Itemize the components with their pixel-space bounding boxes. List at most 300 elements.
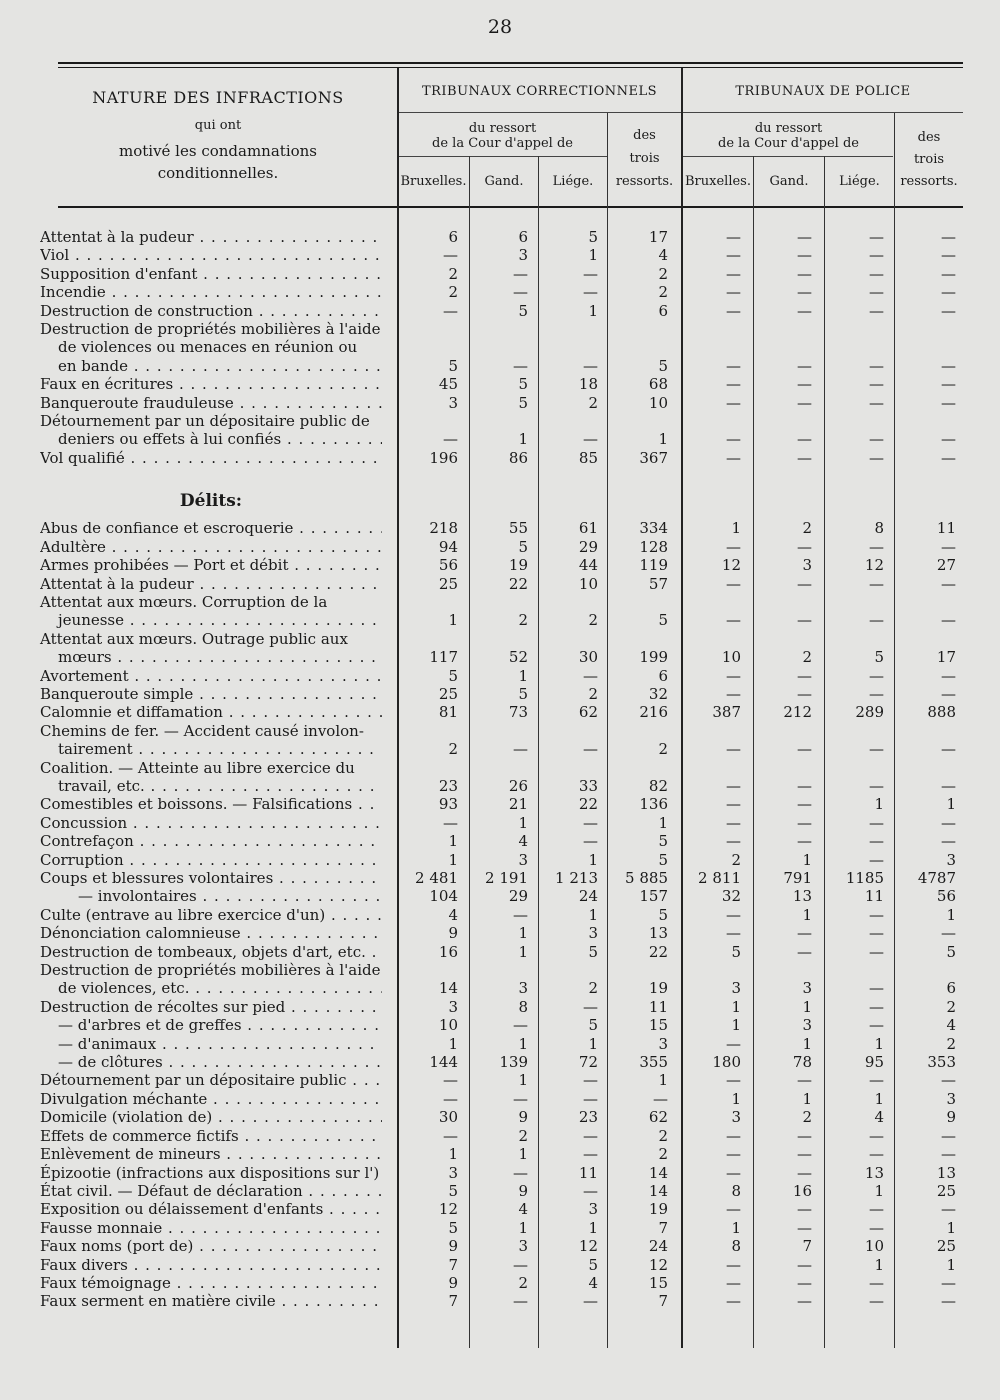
cell-value: 68 xyxy=(648,375,668,394)
cell-value: 9 xyxy=(448,924,458,943)
col-header-ressorts: ressorts. xyxy=(615,174,674,189)
label-line: Attentat aux mœurs. Outrage public aux xyxy=(40,629,348,648)
cell-value: 289 xyxy=(855,703,884,722)
correctionnels-header: TRIBUNAUX CORRECTIONNELS xyxy=(421,84,658,99)
cell-value: 19 xyxy=(648,979,668,998)
cell-value: — xyxy=(797,1218,812,1237)
infraction-label xyxy=(40,924,382,942)
label-line: Vol qualifié . . . xyxy=(40,449,382,467)
cell-value: 4 xyxy=(874,1108,884,1127)
cell-value: 3 xyxy=(588,1200,598,1219)
cell-value: 16 xyxy=(792,1181,812,1200)
cell-value: — xyxy=(726,1255,741,1274)
table-row xyxy=(40,1035,970,1053)
cell-value: 15 xyxy=(648,1016,668,1035)
cell-value: — xyxy=(797,246,812,265)
cell-value: — xyxy=(726,611,741,630)
label-line: Faux en écritures . . . xyxy=(40,375,382,393)
cell-value: 4 xyxy=(518,1200,528,1219)
label-line: de violences ou menaces en réunion ou xyxy=(58,338,358,357)
cell-value: 32 xyxy=(648,684,668,703)
cell-value: 2 xyxy=(658,283,668,302)
cell-value: — xyxy=(797,1163,812,1182)
label-line: Attentat aux mœurs. Corruption de la xyxy=(40,592,328,611)
col-header-liege: Liége. xyxy=(552,174,594,189)
cell-value: 23 xyxy=(578,1108,598,1127)
cell-value: 3 xyxy=(518,979,528,998)
cell-value: 10 xyxy=(721,648,741,667)
cell-value: 5 xyxy=(946,942,956,961)
label-line: État civil. — Défaut de déclaration . . . xyxy=(40,1182,382,1200)
cell-value: — xyxy=(797,430,812,449)
cell-value: 8 xyxy=(518,997,528,1016)
col-header-gand: Gand. xyxy=(769,174,809,189)
cell-value: 7 xyxy=(448,1292,458,1311)
table-row xyxy=(40,869,970,887)
cell-value: — xyxy=(653,1089,668,1108)
label-line: — involontaires . . . xyxy=(40,887,382,905)
cell-value: — xyxy=(583,1126,598,1145)
table-row xyxy=(40,943,970,961)
cell-value: 1 xyxy=(946,795,956,814)
cell-value: 2 xyxy=(448,740,458,759)
cell-value: 4787 xyxy=(917,869,956,887)
cell-value: 2 xyxy=(448,283,458,302)
table-row xyxy=(40,228,970,246)
table-row xyxy=(40,1292,970,1310)
cell-value: 136 xyxy=(639,795,668,814)
cell-value: 3 xyxy=(802,979,812,998)
table-row xyxy=(40,1237,970,1255)
cell-value: 8 xyxy=(874,519,884,538)
cell-value: — xyxy=(941,1126,956,1145)
label-line: travail, etc. . . . xyxy=(40,777,382,795)
cell-value: 3 xyxy=(731,1108,741,1127)
infraction-label xyxy=(40,538,382,556)
top-rule-thin xyxy=(58,67,963,68)
cell-value: — xyxy=(726,1163,741,1182)
cell-value: — xyxy=(797,375,812,394)
infraction-label xyxy=(40,1090,382,1108)
cell-value: 1 xyxy=(518,1145,528,1164)
cell-value: 1 xyxy=(658,813,668,832)
cell-value: 1 xyxy=(448,611,458,630)
cell-value: 1 xyxy=(874,795,884,814)
cell-value: — xyxy=(941,228,956,246)
table-row xyxy=(40,685,970,703)
cell-value: 5 xyxy=(518,301,528,320)
cell-value: — xyxy=(583,264,598,283)
cell-value: 9 xyxy=(518,1108,528,1127)
table-row xyxy=(40,302,970,320)
table-row xyxy=(40,412,970,449)
label-line: Faux serment en matière civile . . . xyxy=(40,1292,382,1310)
cell-value: 7 xyxy=(448,1255,458,1274)
infraction-label xyxy=(40,998,382,1016)
cell-value: 1 xyxy=(588,246,598,265)
cell-value: — xyxy=(869,832,884,851)
label-line: Coalition. — Atteinte au libre exercice du xyxy=(40,758,355,777)
label-line: Enlèvement de mineurs . . . xyxy=(40,1145,382,1163)
cell-value: 3 xyxy=(946,850,956,869)
table-row xyxy=(40,1274,970,1292)
cell-value: 4 xyxy=(588,1273,598,1292)
cell-value: 1 xyxy=(518,430,528,449)
infraction-label xyxy=(40,1292,382,1310)
cell-value: 2 xyxy=(658,264,668,283)
cell-value: 23 xyxy=(438,776,458,795)
table-row xyxy=(40,887,970,905)
infraction-label xyxy=(40,685,382,703)
cell-value: 1 xyxy=(731,1089,741,1108)
cell-value: 33 xyxy=(578,776,598,795)
infraction-label xyxy=(40,1035,382,1053)
cell-value: 3 xyxy=(802,556,812,575)
cell-value: — xyxy=(443,1071,458,1090)
cell-value: 5 xyxy=(731,942,741,961)
label-line: Épizootie (infractions aux dispositions sur l') . . . xyxy=(40,1164,382,1182)
label-line: Fausse monnaie . . . xyxy=(40,1219,382,1237)
infraction-label xyxy=(40,228,382,246)
cell-value: — xyxy=(583,356,598,375)
cell-value: — xyxy=(583,1292,598,1311)
cell-value: 353 xyxy=(927,1053,956,1072)
cell-value: 199 xyxy=(639,648,668,667)
cell-value: — xyxy=(941,924,956,943)
label-line: Effets de commerce fictifs . . . xyxy=(40,1127,382,1145)
infraction-label xyxy=(40,593,382,630)
cell-value: 2 xyxy=(731,850,741,869)
cell-value: — xyxy=(941,1145,956,1164)
cell-value: 2 xyxy=(658,1145,668,1164)
cell-value: — xyxy=(869,448,884,467)
cell-value: 3 xyxy=(448,393,458,412)
cell-value: — xyxy=(583,1089,598,1108)
cell-value: — xyxy=(443,1089,458,1108)
cell-value: 17 xyxy=(648,228,668,246)
cell-value: 216 xyxy=(639,703,668,722)
infraction-label xyxy=(40,832,382,850)
cell-value: 6 xyxy=(658,666,668,685)
label-line: Contrefaçon . . . xyxy=(40,832,382,850)
cell-value: — xyxy=(513,740,528,759)
cell-value: — xyxy=(797,1292,812,1311)
infraction-label xyxy=(40,1200,382,1218)
cell-value: — xyxy=(941,1292,956,1311)
table-body xyxy=(40,228,970,1311)
cell-value: — xyxy=(443,430,458,449)
cell-value: — xyxy=(726,905,741,924)
cell-value: — xyxy=(726,1292,741,1311)
cell-value: — xyxy=(941,283,956,302)
cell-value: — xyxy=(941,611,956,630)
cell-value: — xyxy=(726,283,741,302)
table-row xyxy=(40,1219,970,1237)
cell-value: — xyxy=(869,740,884,759)
ressort-label: du ressort xyxy=(468,121,537,136)
cell-value: 2 xyxy=(518,1273,528,1292)
infraction-label xyxy=(40,1016,382,1034)
nature-sub3: conditionnelles. xyxy=(157,164,279,182)
infraction-label xyxy=(40,449,382,467)
label-line: jeunesse . . . xyxy=(40,611,382,629)
cell-value: 6 xyxy=(448,228,458,246)
cell-value: 1185 xyxy=(845,869,884,887)
label-line: Viol . . . xyxy=(40,246,382,264)
cell-value: — xyxy=(869,611,884,630)
cell-value: — xyxy=(869,1273,884,1292)
cell-value: 5 xyxy=(518,684,528,703)
cell-value: — xyxy=(797,611,812,630)
page-number: 28 xyxy=(487,16,513,38)
cell-value: 5 xyxy=(518,393,528,412)
cell-value: — xyxy=(726,301,741,320)
cell-value: 6 xyxy=(658,301,668,320)
infraction-label xyxy=(40,412,382,449)
cell-value: — xyxy=(941,356,956,375)
label-line: de violences, etc. . . . xyxy=(40,979,382,997)
cell-value: 10 xyxy=(648,393,668,412)
cell-value: — xyxy=(869,574,884,593)
cell-value: — xyxy=(726,448,741,467)
label-line: Attentat à la pudeur . . . xyxy=(40,228,382,246)
cell-value: 15 xyxy=(648,1273,668,1292)
cell-value: — xyxy=(869,1200,884,1219)
cell-value: 30 xyxy=(578,648,598,667)
cell-value: — xyxy=(726,375,741,394)
infraction-label xyxy=(40,906,382,924)
cell-value: — xyxy=(797,1273,812,1292)
cell-value: — xyxy=(513,1255,528,1274)
cell-value: 2 xyxy=(588,393,598,412)
cell-value: 24 xyxy=(578,887,598,906)
cell-value: — xyxy=(726,684,741,703)
cell-value: — xyxy=(797,264,812,283)
table-row xyxy=(40,556,970,574)
cell-value: — xyxy=(726,776,741,795)
cell-value: 1 xyxy=(588,905,598,924)
cell-value: 1 xyxy=(588,1218,598,1237)
cell-value: 2 811 xyxy=(698,869,741,887)
table-row xyxy=(40,1145,970,1163)
cell-value: 139 xyxy=(499,1053,528,1072)
table-row xyxy=(40,722,970,759)
table-row xyxy=(40,1016,970,1034)
infraction-label xyxy=(40,265,382,283)
cell-value: — xyxy=(797,1255,812,1274)
cell-value: 8 xyxy=(731,1237,741,1256)
des-label: des xyxy=(633,128,656,143)
cell-value: — xyxy=(797,448,812,467)
cell-value: — xyxy=(726,1034,741,1053)
cell-value: — xyxy=(869,228,884,246)
cell-value: — xyxy=(869,537,884,556)
cell-value: — xyxy=(869,979,884,998)
cell-value: — xyxy=(797,1126,812,1145)
cell-value: 104 xyxy=(429,887,458,906)
cell-value: 12 xyxy=(578,1237,598,1256)
label-line: Chemins de fer. — Accident causé involon- xyxy=(40,721,364,740)
cell-value: — xyxy=(941,1273,956,1292)
cell-value: 3 xyxy=(946,1089,956,1108)
top-rule xyxy=(58,62,963,64)
label-line: Incendie . . . xyxy=(40,283,382,301)
label-line: Faux divers . . . xyxy=(40,1256,382,1274)
table-row xyxy=(40,375,970,393)
cell-value: 1 xyxy=(731,519,741,538)
cell-value: 11 xyxy=(936,519,956,538)
cell-value: — xyxy=(797,942,812,961)
cell-value: 2 xyxy=(448,264,458,283)
cell-value: — xyxy=(583,1071,598,1090)
cell-value: 128 xyxy=(639,537,668,556)
label-line: — d'arbres et de greffes . . . xyxy=(40,1016,382,1034)
cell-value: — xyxy=(797,832,812,851)
cell-value: 25 xyxy=(438,684,458,703)
cell-value: — xyxy=(583,813,598,832)
header-subrule-court1 xyxy=(398,156,608,157)
table-row xyxy=(40,593,970,630)
cell-value: 2 xyxy=(802,648,812,667)
cell-value: — xyxy=(443,813,458,832)
cell-value: — xyxy=(726,795,741,814)
infraction-label xyxy=(40,556,382,574)
cell-value: — xyxy=(797,684,812,703)
cell-value: 5 885 xyxy=(625,869,668,887)
table-row xyxy=(40,1256,970,1274)
label-line: Abus de confiance et escroquerie . . . xyxy=(40,519,382,537)
cell-value: 1 xyxy=(802,905,812,924)
cell-value: — xyxy=(583,1145,598,1164)
cell-value: 13 xyxy=(648,924,668,943)
cell-value: — xyxy=(583,740,598,759)
infraction-label xyxy=(40,851,382,869)
cell-value: 3 xyxy=(658,1034,668,1053)
table-row xyxy=(40,1127,970,1145)
infraction-label xyxy=(40,1053,382,1071)
table-row xyxy=(40,1090,970,1108)
cell-value: 93 xyxy=(438,795,458,814)
cell-value: 56 xyxy=(936,887,956,906)
cell-value: 1 xyxy=(946,1255,956,1274)
cell-value: 55 xyxy=(508,519,528,538)
cell-value: — xyxy=(726,246,741,265)
cell-value: 45 xyxy=(438,375,458,394)
cell-value: — xyxy=(797,574,812,593)
cell-value: 7 xyxy=(658,1218,668,1237)
cell-value: 1 xyxy=(518,942,528,961)
label-line: Destruction de tombeaux, objets d'art, etc. . . . xyxy=(40,943,382,961)
infraction-label xyxy=(40,869,382,887)
table-row xyxy=(40,795,970,813)
cell-value: — xyxy=(513,905,528,924)
infraction-label xyxy=(40,1256,382,1274)
table-row xyxy=(40,667,970,685)
label-line: Coups et blessures volontaires . . . xyxy=(40,869,382,887)
infraction-label xyxy=(40,1145,382,1163)
cell-value: 85 xyxy=(578,448,598,467)
cell-value: 212 xyxy=(783,703,812,722)
table-row xyxy=(40,851,970,869)
nature-title: NATURE DES INFRACTIONS xyxy=(92,88,344,107)
cell-value: 18 xyxy=(578,375,598,394)
cell-value: — xyxy=(797,740,812,759)
cell-value: 2 191 xyxy=(485,869,528,887)
cell-value: — xyxy=(869,301,884,320)
cell-value: — xyxy=(869,905,884,924)
table-row xyxy=(40,1164,970,1182)
cell-value: — xyxy=(941,246,956,265)
cell-value: 94 xyxy=(438,537,458,556)
cell-value: — xyxy=(869,924,884,943)
cell-value: — xyxy=(869,813,884,832)
cell-value: — xyxy=(513,356,528,375)
cell-value: 9 xyxy=(448,1273,458,1292)
cell-value: 334 xyxy=(639,519,668,538)
infraction-label xyxy=(40,575,382,593)
cell-value: 12 xyxy=(438,1200,458,1219)
cell-value: — xyxy=(869,666,884,685)
cell-value: 86 xyxy=(508,448,528,467)
cell-value: 1 xyxy=(802,997,812,1016)
table-row xyxy=(40,1053,970,1071)
cell-value: — xyxy=(941,832,956,851)
cell-value: — xyxy=(726,228,741,246)
section-delits-title: Délits: xyxy=(179,491,243,512)
table-row xyxy=(40,759,970,796)
cell-value: — xyxy=(726,537,741,556)
trois-label: trois xyxy=(913,152,945,167)
cell-value: 1 xyxy=(874,1255,884,1274)
cell-value: — xyxy=(443,1126,458,1145)
cell-value: — xyxy=(797,924,812,943)
cell-value: 1 xyxy=(731,1218,741,1237)
trois-label: trois xyxy=(629,151,660,166)
cell-value: 1 xyxy=(518,813,528,832)
cell-value: — xyxy=(797,813,812,832)
cell-value: — xyxy=(869,1071,884,1090)
cell-value: 791 xyxy=(783,869,812,887)
cell-value: 2 xyxy=(518,1126,528,1145)
label-line: Détournement par un dépositaire public de xyxy=(40,412,370,431)
infraction-label xyxy=(40,1274,382,1292)
cell-value: — xyxy=(726,1200,741,1219)
cell-value: 26 xyxy=(508,776,528,795)
infraction-label xyxy=(40,302,382,320)
cell-value: 2 xyxy=(946,1034,956,1053)
cell-value: — xyxy=(941,375,956,394)
header-subrule-court2 xyxy=(683,156,893,157)
cell-value: — xyxy=(869,1145,884,1164)
infraction-label xyxy=(40,394,382,412)
cell-value: 1 xyxy=(448,850,458,869)
cell-value: — xyxy=(941,537,956,556)
cell-value: 10 xyxy=(864,1237,884,1256)
cell-value: — xyxy=(583,283,598,302)
cell-value: 144 xyxy=(429,1053,458,1072)
cell-value: — xyxy=(797,666,812,685)
label-line: Destruction de récoltes sur pied . . . xyxy=(40,998,382,1016)
cell-value: 57 xyxy=(648,574,668,593)
cell-value: 2 xyxy=(588,979,598,998)
label-line: Culte (entrave au libre exercice d'un) . . . xyxy=(40,906,382,924)
cell-value: 16 xyxy=(438,942,458,961)
cell-value: 82 xyxy=(648,776,668,795)
label-line: Calomnie et diffamation . . . xyxy=(40,703,382,721)
cell-value: 1 xyxy=(946,905,956,924)
table-row xyxy=(40,924,970,942)
cell-value: — xyxy=(869,430,884,449)
